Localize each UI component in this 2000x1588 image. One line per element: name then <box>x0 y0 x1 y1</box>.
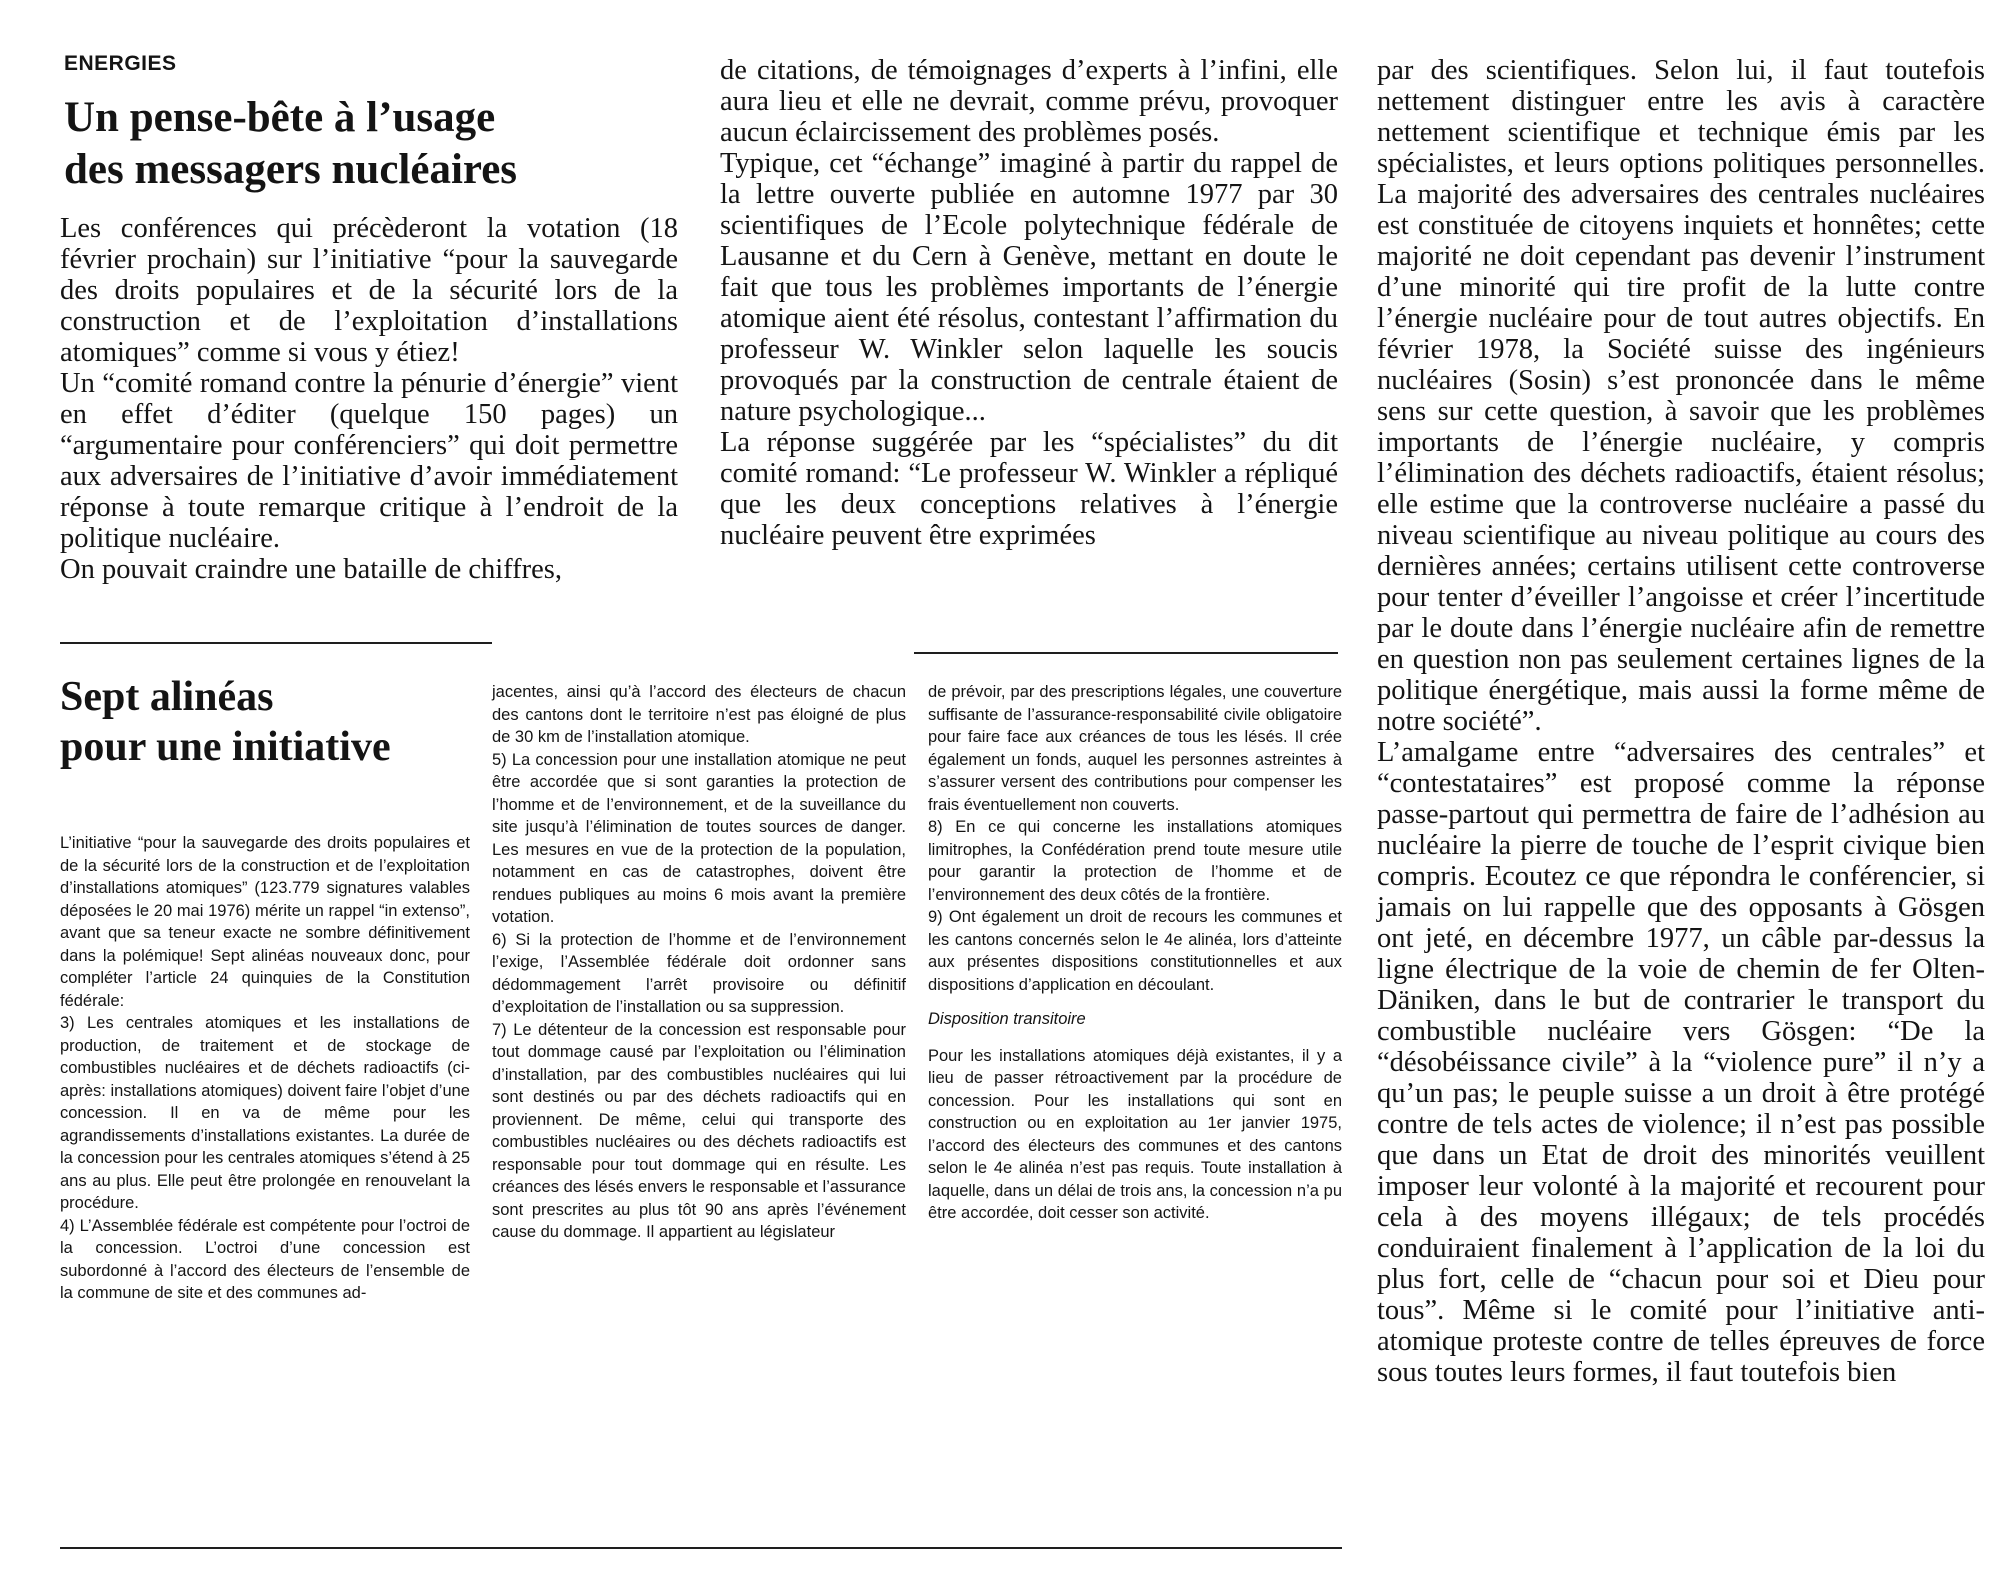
transitional-heading: Disposition transitoire <box>928 1010 1086 1028</box>
paragraph: La réponse suggérée par les “spécialistes” du dit comité romand: “Le professeur W. Winkler a répliqué que les deux conceptions relatives à l’énergie nucléaire peuvent être exprimées <box>720 427 1338 551</box>
sidebar-title <box>60 672 490 772</box>
paragraph: 4) L’Assemblée fédérale est compétente pour l’octroi de la concession. L’octroi d’une concession est subordonné à l’accord des électeurs de l’ensemble de la commune de site et des communes ad- <box>60 1216 470 1302</box>
divider-rule <box>914 652 1338 654</box>
paragraph: de citations, de témoignages d’experts à l’infini, elle aura lieu et elle ne devrait, comme prévu, provoquer aucun éclaircissement des problèmes posés. <box>720 55 1338 148</box>
headline-line-1: Un pense-bête à l’usage <box>64 94 496 141</box>
paragraph: Les conférences qui précèderont la votation (18 février prochain) sur l’initiative “pour la sauvegarde des droits populaires et de la sécurité lors de la construction et de l’exploitation d’installations atomiques” comme si vous y étiez! <box>60 213 678 368</box>
paragraph: 5) La concession pour une installation atomique ne peut être accordée que si sont garanties la protection de l’homme et de l’environnement, et de la suveillance du site jusqu’à l’élimination de toutes sources de danger. Les mesures en vue de la protection de la population, notamment en cas de catastrophes, doivent être rendues publiques au moins 6 mois avant la première votation. <box>492 750 906 926</box>
paragraph: On pouvait craindre une bataille de chiffres, <box>60 554 562 585</box>
divider-rule <box>60 1547 1342 1549</box>
sidebar-title-line-1: Sept alinéas <box>60 674 274 720</box>
main-article-column-3 <box>1377 55 1985 1388</box>
sidebar-column-1 <box>60 832 470 1305</box>
sidebar-title-line-2: pour une initiative <box>60 724 391 770</box>
main-article-column-1 <box>60 213 678 585</box>
headline-line-2: des messagers nucléaires <box>64 146 518 193</box>
paragraph: 9) Ont également un droit de recours les communes et les cantons concernés selon le 4e alinéa, lors d’atteinte aux présentes dispositions constitutionnelles et aux dispositions d’application en découlant. <box>928 908 1342 994</box>
main-article-column-2 <box>720 55 1338 551</box>
paragraph: Un “comité romand contre la pénurie d’énergie” vient en effet d’éditer (quelque 150 pages) un “argumentaire pour conférenciers” qui doit permettre aux adversaires de l’initiative d’avoir immédiatement réponse à toute remarque critique à l’endroit de la politique nucléaire. <box>60 368 678 554</box>
paragraph: 6) Si la protection de l’homme et de l’environnement l’exige, l’Assemblée fédérale doit ordonner sans dédommagement l’arrêt provisoire ou définitif d’exploitation de l’installation ou sa suppression. <box>492 930 906 1016</box>
transitional-text: Pour les installations atomiques déjà existantes, il y a lieu de passer rétroactivement par la procédure de concession. Pour les installations qui sont en construction ou en exploitation au 1er janvier 1975, l’accord des électeurs des communes et des cantons selon le 4e alinéa n’est pas requis. Toute installation à laquelle, dans un délai de trois ans, la concession n’a pu être accordée, doit cesser son activité. <box>928 1046 1342 1222</box>
paragraph: de prévoir, par des prescriptions légales, une couverture suffisante de l’assurance-responsabilité civile obligatoire pour faire face aux créances de tous les lésés. Il crée également un fonds, auquel les personnes astreintes à s’assurer versent des contributions pour compenser les frais éventuellement non couverts. <box>928 683 1342 814</box>
sidebar-column-3 <box>928 681 1342 1225</box>
paragraph: 7) Le détenteur de la concession est responsable pour tout dommage causé par l’exploitation ou l’élimination d’installation, par des combustibles nucléaires qui lui sont destinés ou par des déchets radioactifs qui en proviennent. De même, celui qui transporte des combustibles nucléaires ou des déchets radioactifs est responsable pour tout dommage qui en résulte. Les créances des lésés envers le responsable et l’assurance sont prescrites au plus tôt 90 ans après l’événement cause du dommage. Il appartient au législateur <box>492 1020 906 1241</box>
paragraph: Typique, cet “échange” imaginé à partir du rappel de la lettre ouverte publiée en automne 1977 par 30 scientifiques de l’Ecole polytechnique fédérale de Lausanne et du Cern à Genève, mettant en doute le fait que tous les problèmes importants de l’énergie atomique aient été résolus, contestant l’affirmation du professeur W. Winkler selon laquelle les soucis provoqués par la construction de centrale étaient de nature psychologique... <box>720 148 1338 427</box>
article-headline <box>64 92 704 196</box>
paragraph: jacentes, ainsi qu’à l’accord des électeurs de chacun des cantons dont le territoire n’est pas éloigné de plus de 30 km de l’installation atomique. <box>492 683 906 746</box>
section-kicker: ENERGIES <box>64 52 177 75</box>
paragraph: 8) En ce qui concerne les installations atomiques limitrophes, la Confédération prend toute mesure utile pour garantir la protection de l’homme et de l’environnement des deux côtés de la frontière. <box>928 818 1342 904</box>
divider-rule <box>60 642 492 644</box>
paragraph: par des scientifiques. Selon lui, il faut toutefois nettement distinguer entre les avis à caractère nettement scientifique et technique émis par les spécialistes, et leurs options politiques personnelles. La majorité des adversaires des centrales nucléaires est constituée de citoyens inquiets et honnêtes; cette majorité ne doit cependant pas devenir l’instrument d’une minorité qui tire profit de la lutte contre l’énergie nucléaire pour de tout autres objectifs. En février 1978, la Société suisse des ingénieurs nucléaires (Sosin) s’est prononcée dans le même sens sur cette question, à savoir que les problèmes importants de l’énergie nucléaire, y compris l’élimination des déchets radioactifs, étaient résolus; elle estime que la controverse nucléaire a passé du niveau scientifique au niveau politique au cours des dernières années; certains utilisent cette controverse pour tenter d’éveiller l’angoisse et créer l’incertitude par le doute dans l’énergie nucléaire afin de remettre en question non pas seulement certaines lignes de la politique énergétique, mais aussi la forme même de notre société”. <box>1377 55 1985 737</box>
sidebar-column-2 <box>492 681 906 1244</box>
paragraph: L’initiative “pour la sauvegarde des droits populaires et de la sécurité lors de la construction et de l’exploitation d’installations atomiques” (123.779 signatures valables déposées le 20 mai 1976) mérite un rappel “in extenso”, avant que sa teneur exacte ne sombre définitivement dans la polémique! Sept alinéas nouveaux donc, pour compléter l’article 24 quinquies de la Constitution fédérale: <box>60 834 470 1010</box>
paragraph: 3) Les centrales atomiques et les installations de production, de traitement et de stockage de combustibles nucléaires et de déchets radioactifs (ci-après: installations atomiques) doivent faire l’objet d’une concession. Il en va de même pour les agrandissements d’installations existantes. La durée de la concession pour les centrales atomiques s’étend à 25 ans au plus. Elle peut être prolongée en renouvelant la procédure. <box>60 1014 470 1212</box>
paragraph: L’amalgame entre “adversaires des centrales” et “contestataires” est proposé comme la réponse passe-partout qui permettra de faire de l’adhésion au nucléaire la pierre de touche de l’esprit civique bien compris. Ecoutez ce que répondra le conférencier, si jamais on lui rappelle que des opposants à Gösgen ont jeté, en décembre 1977, un câble par-dessus la ligne électrique de la voie de chemin de fer Olten-Däniken, dans le but de contrarier le transport du combustible nucléaire vers Gösgen: “De la “désobéissance civile” à la “violence pure” il n’y a qu’un pas; le peuple suisse a un droit à être protégé contre de tels actes de violence; il n’est pas possible que dans un Etat de droit des minorités veuillent imposer leur volonté à la majorité et recourent pour cela à des moyens illégaux; de tels procédés conduiraient finalement à l’application de la loi du plus fort, celle de “chacun pour soi et Dieu pour tous”. Même si le comité pour l’initiative anti-atomique proteste contre de telles épreuves de force sous toutes leurs formes, il faut toutefois bien <box>1377 737 1985 1388</box>
